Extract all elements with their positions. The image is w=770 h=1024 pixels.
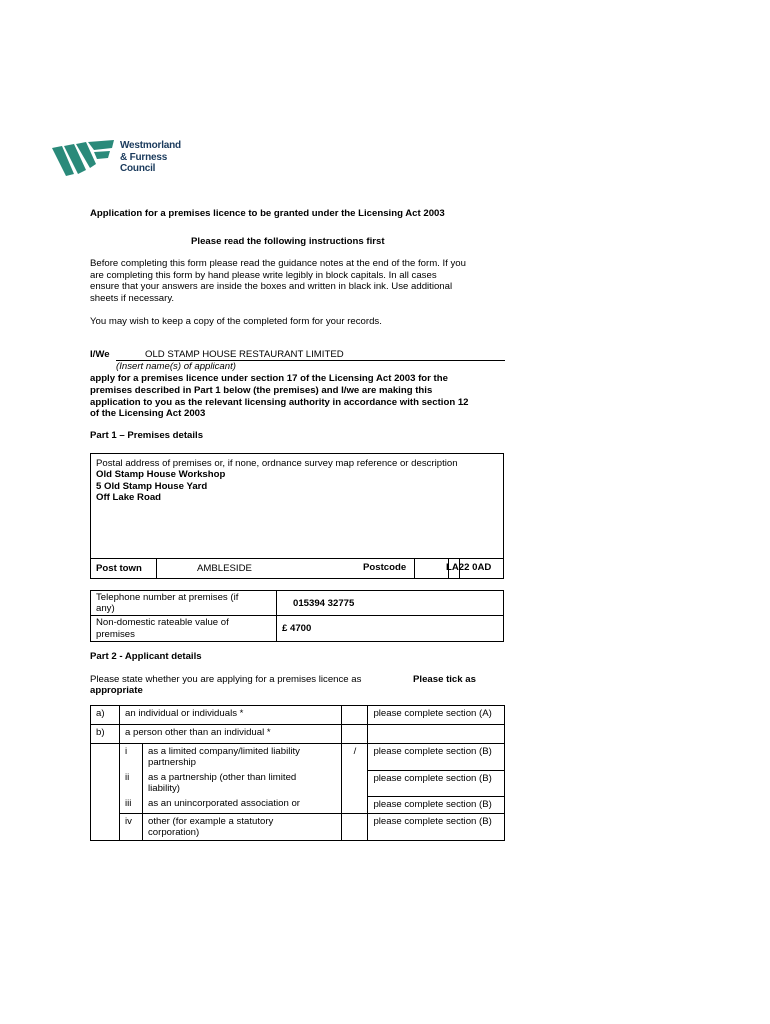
row-b-iii: [91, 796, 505, 814]
copy-note: You may wish to keep a copy of the completed form for your records.: [90, 316, 382, 327]
council-name-line2: & Furness: [120, 151, 168, 163]
row-text: an individual or individuals *: [120, 706, 342, 725]
rateable-label-line: premises: [96, 628, 135, 640]
apply-line: application to you as the relevant licensing authority in accordance with section 12: [90, 396, 469, 408]
row-text-line: other (for example a statutory: [148, 816, 274, 827]
address-line: Off Lake Road: [96, 492, 162, 504]
tick-box[interactable]: [342, 706, 368, 725]
post-town-value[interactable]: AMBLESIDE: [157, 559, 449, 579]
row-letter-empty: [91, 744, 120, 841]
tick-instruction: Please tick as: [413, 674, 476, 685]
applicant-name-value: OLD STAMP HOUSE RESTAURANT LIMITED: [145, 349, 344, 360]
rateable-label: [91, 616, 277, 641]
instructions-line: ensure that your answers are inside the boxes and written in black ink. Use additional: [90, 281, 453, 293]
tick-box[interactable]: /: [342, 744, 368, 771]
rateable-label-line: Non-domestic rateable value of: [96, 617, 229, 629]
address-label: Postal address of premises or, if none, ordnance survey map reference or description: [96, 458, 458, 469]
council-name-line3: Council: [120, 163, 156, 174]
instructions-line: are completing this form by hand please write legibly in block capitals. In all cases: [90, 269, 437, 281]
row-action: please complete section (B): [368, 814, 505, 841]
council-name: [120, 140, 181, 175]
instructions-paragraph: [90, 258, 508, 305]
address-line: 5 Old Stamp House Yard: [96, 480, 208, 492]
tick-box[interactable]: [342, 770, 368, 796]
post-town-row: [91, 558, 503, 579]
applicant-name-field[interactable]: [116, 349, 505, 361]
row-action: please complete section (B): [368, 796, 505, 814]
tick-box-empty: [342, 725, 368, 744]
row-num: iv: [120, 814, 143, 841]
row-action: please complete section (B): [368, 744, 505, 771]
instructions-line: sheets if necessary.: [90, 293, 175, 305]
applicant-label: I/We: [90, 349, 110, 360]
row-text: [143, 744, 342, 771]
postcode-divider: [414, 558, 415, 578]
telephone-row: [91, 591, 504, 616]
postcode-label: Postcode: [363, 562, 407, 573]
part1-heading: Part 1 – Premises details: [90, 430, 204, 441]
part2-heading: Part 2 - Applicant details: [90, 651, 202, 662]
row-b-i: [91, 744, 505, 771]
apply-line: of the Licensing Act 2003: [90, 408, 206, 420]
postcode-value[interactable]: LA22 0AD: [446, 562, 492, 573]
telephone-label: [91, 591, 277, 616]
row-b-ii: [91, 770, 505, 796]
row-action: please complete section (A): [368, 706, 505, 725]
form-title: Application for a premises licence to be granted under the Licensing Act 2003: [90, 208, 445, 219]
row-text: [143, 814, 342, 841]
instructions-line: Before completing this form please read the guidance notes at the end of the form. If you: [90, 258, 466, 269]
row-a: [91, 706, 505, 725]
apply-statement: [90, 373, 508, 420]
row-text-line: liability): [148, 783, 180, 794]
row-action: please complete section (B): [368, 770, 505, 796]
row-text: as an unincorporated association or: [143, 796, 342, 814]
address-line: Old Stamp House Workshop: [96, 469, 226, 481]
council-name-line1: Westmorland: [120, 140, 181, 151]
apply-line: apply for a premises licence under section 17 of the Licensing Act 2003 for the: [90, 373, 448, 384]
telephone-label-line: Telephone number at premises (if: [96, 592, 239, 603]
row-text: [143, 770, 342, 796]
part2-question: Please state whether you are applying for a premises licence as: [90, 674, 362, 685]
wf-logo-icon: [52, 140, 116, 180]
part2-question-cont: appropriate: [90, 685, 143, 696]
telephone-label-line: any): [96, 603, 115, 615]
applicant-hint: (Insert name(s) of applicant): [116, 361, 236, 372]
row-letter: a): [91, 706, 120, 725]
apply-line: premises described in Part 1 below (the premises) and I/we are making this: [90, 384, 433, 396]
rateable-row: [91, 616, 504, 641]
row-text-line: as a partnership (other than limited: [148, 772, 297, 783]
row-num: i: [120, 744, 143, 771]
premises-address-box[interactable]: [90, 453, 504, 579]
row-text-line: partnership: [148, 757, 196, 768]
row-b-iv: [91, 814, 505, 841]
row-num: iii: [120, 796, 143, 814]
row-letter: b): [91, 725, 120, 744]
row-action-empty: [368, 725, 505, 744]
row-text-line: corporation): [148, 827, 200, 838]
instructions-heading: Please read the following instructions first: [191, 236, 385, 247]
telephone-value[interactable]: 015394 32775: [277, 591, 504, 616]
tick-box[interactable]: [342, 796, 368, 814]
rateable-value[interactable]: £ 4700: [277, 616, 504, 641]
premises-address-content: [96, 458, 458, 504]
applicant-type-table: [90, 705, 505, 841]
row-num: ii: [120, 770, 143, 796]
row-text-line: as a limited company/limited liability: [148, 746, 300, 757]
row-text: a person other than an individual *: [120, 725, 342, 744]
row-b: [91, 725, 505, 744]
premises-info-table: [90, 590, 504, 642]
post-town-label: Post town: [91, 559, 157, 579]
tick-box[interactable]: [342, 814, 368, 841]
